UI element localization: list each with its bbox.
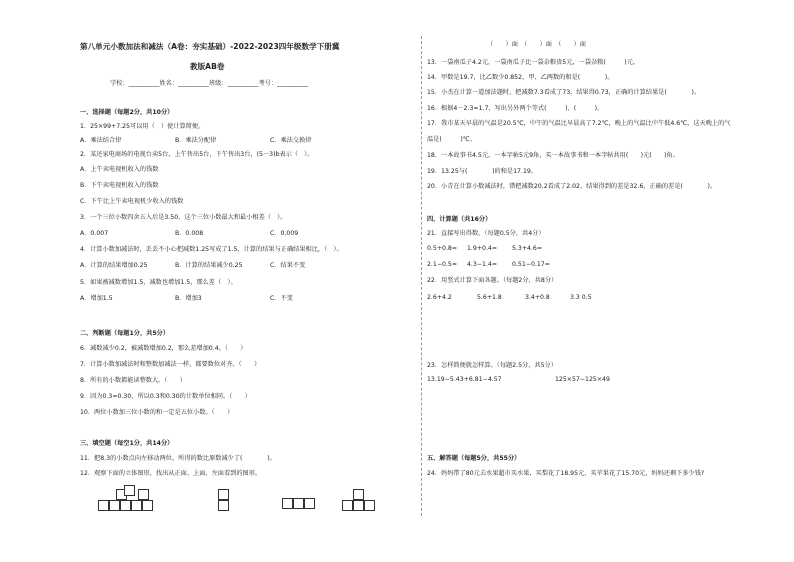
q22-item: 3.4+0.8 — [525, 294, 550, 301]
view-figure-b — [282, 498, 318, 510]
student-info-line: 学校：__________姓名：__________班级：__________考号：__________ — [110, 80, 308, 87]
q3-option-c: C．0.009 — [270, 230, 299, 237]
view-figure-c — [342, 489, 378, 513]
section-choice-title: 一、选择题（每题2分，共10分） — [80, 109, 174, 116]
q3-option-b: B．0.008 — [175, 230, 204, 237]
question-22: 22．用竖式计算下面各题。（每题2分，共8分） — [427, 277, 558, 284]
worksheet-title-line2: 教版AB卷 — [190, 62, 225, 71]
question-2: 2．某还家电商场的电视台卖5台，上午售出5台，下午售出3台，(5－3)b表示（ ）。 — [80, 151, 314, 158]
question-11: 11．把8.3的小数点向左移动两位，所得的数比原数减少了( )。 — [80, 455, 276, 462]
question-18: 18．一本故事书4.5元，一本字帖5元9角，买一本故事书和一本字帖共用( )元( )角。 — [427, 152, 679, 159]
section-fill-title: 三、填空题（每空1分，共14分） — [80, 440, 174, 447]
left-column — [80, 0, 410, 562]
q22-item: 3.3 0.5 — [570, 294, 592, 301]
question-24: 24．妈妈带了80元去水果超市买水果，买梨花了18.95元，买苹果花了15.70元，妈妈还剩下多少钱? — [427, 470, 705, 477]
q21-item: 0.5+0.8= — [427, 245, 458, 252]
q21-item: 2.1−0.5= — [427, 261, 458, 268]
q5-option-a: A．增加1.5 — [80, 295, 113, 302]
q1-option-b: B．乘法分配律 — [175, 137, 217, 144]
question-7: 7．计算小数加减法时和整数加减法一样，都要数位对齐。（ ） — [80, 361, 261, 368]
question-21: 21．直接写出得数。（每题0.5分，共4分） — [427, 230, 545, 237]
q4-option-c: C．结果不变 — [270, 262, 306, 269]
question-3: 3．一个三位小数四舍五入后是3.50，这个三位小数最大和最小相差（ ）。 — [80, 214, 287, 221]
q23-item: 13.19−5.43+6.81−4.57 — [427, 376, 502, 383]
q4-option-a: A．计算的结果增加0.25 — [80, 262, 148, 269]
question-23: 23．怎样简便就怎样算。（每题2.5分，共5分） — [427, 362, 557, 369]
question-19: 19．13.25与( )的和是17.19。 — [427, 168, 538, 175]
question-12: 12．观察下面的立体图形，找出从正面、上面、左面看到的图形。 — [80, 470, 262, 477]
section-judge-title: 二、判断题（每题1分，共5分） — [80, 330, 170, 337]
view-figure-a — [218, 489, 242, 513]
section-solve-title: 五、解答题（每题5分，共55分） — [427, 455, 521, 462]
question-8: 8．所有的小数都能读整数大。（ ） — [80, 377, 187, 384]
question-1: 1．25×99+7.25可以用（ ）使计算简便。 — [80, 123, 205, 130]
q3-option-a: A．0.007 — [80, 230, 109, 237]
view-answer-blanks: （ ）面 （ ）面 （ ）面 — [487, 41, 586, 48]
question-13: 13．一袋南瓜子4.2元，一袋南瓜子比一袋杂粮贵5元，一袋杂粮( )元。 — [427, 59, 640, 66]
question-6: 6．减数减少0.2，被减数增加0.2，那么差增加0.4。（ ） — [80, 345, 247, 352]
q21-item: 4.3−1.4= — [467, 261, 498, 268]
q2-option-b: B．下午卖电视机收入的钱数 — [80, 182, 159, 189]
question-17: 17．我市某天早晨的气温是20.5℃，中午的气温比早晨高了7.2℃，晚上的气温比中午低4.6℃，这天晚上的气 — [427, 120, 731, 127]
right-column — [427, 0, 777, 562]
q22-item: 2.6+4.2 — [427, 294, 452, 301]
question-14: 14．甲数是19.7，比乙数少0.852，甲、乙两数的和是( )。 — [427, 74, 614, 81]
cube-solid-figure — [98, 485, 173, 515]
question-9: 9．因为0.3=0.30，所以0.3和0.30的计数单位相同。（ ） — [80, 393, 251, 400]
question-4: 4．计算小数加减法时，丢丢不小心把减数1.25写成了1.5，计算的结果与正确结果相比，（ ）。 — [80, 246, 343, 253]
q23-item: 125×57−125×49 — [555, 376, 610, 383]
q2-option-a: A．上午卖电视机收入的钱数 — [80, 166, 159, 173]
q1-option-c: C．乘法交换律 — [270, 137, 312, 144]
q5-option-b: B．增加3 — [175, 295, 202, 302]
question-5: 5．如果被减数增加1.5，减数也增加1.5，那么差（ ）。 — [80, 279, 237, 286]
q21-item: 0.51−0.17= — [512, 261, 550, 268]
question-10: 10．两位小数加三位小数的和一定是五位小数。（ ） — [80, 409, 234, 416]
q2-option-c: C．下午比上午卖电视机少收入的钱数 — [80, 198, 184, 205]
question-16: 16．根据4－2.3=1.7，写出另外两个等式( )、( )。 — [427, 105, 604, 112]
q5-option-c: C．不变 — [270, 295, 293, 302]
q21-item: 1.9+0.4= — [467, 245, 498, 252]
q1-option-a: A．乘法结合律 — [80, 137, 122, 144]
column-divider — [421, 36, 422, 516]
question-17-cont: 温是( )℃。 — [427, 136, 476, 143]
question-20: 20．小青在计算小数减法时，错把减数20.2看成了2.02，结果得到的差是32.6，正确的差是( )。 — [427, 183, 717, 190]
q22-item: 5.6+1.8 — [477, 294, 502, 301]
q4-option-b: B．计算的结果减少0.25 — [175, 262, 243, 269]
q21-item: 5.3+4.6= — [512, 245, 543, 252]
section-calc-title: 四、计算题（共16分） — [427, 216, 492, 223]
question-15: 15．小杰在计算一道加法题时，把减数7.3看成了73，结果得0.73，正确的计算结果是( )。 — [427, 89, 701, 96]
worksheet-title: 第八单元小数加法和减法（A卷：夯实基础）-2022-2023四年级数学下册冀 — [80, 42, 340, 51]
